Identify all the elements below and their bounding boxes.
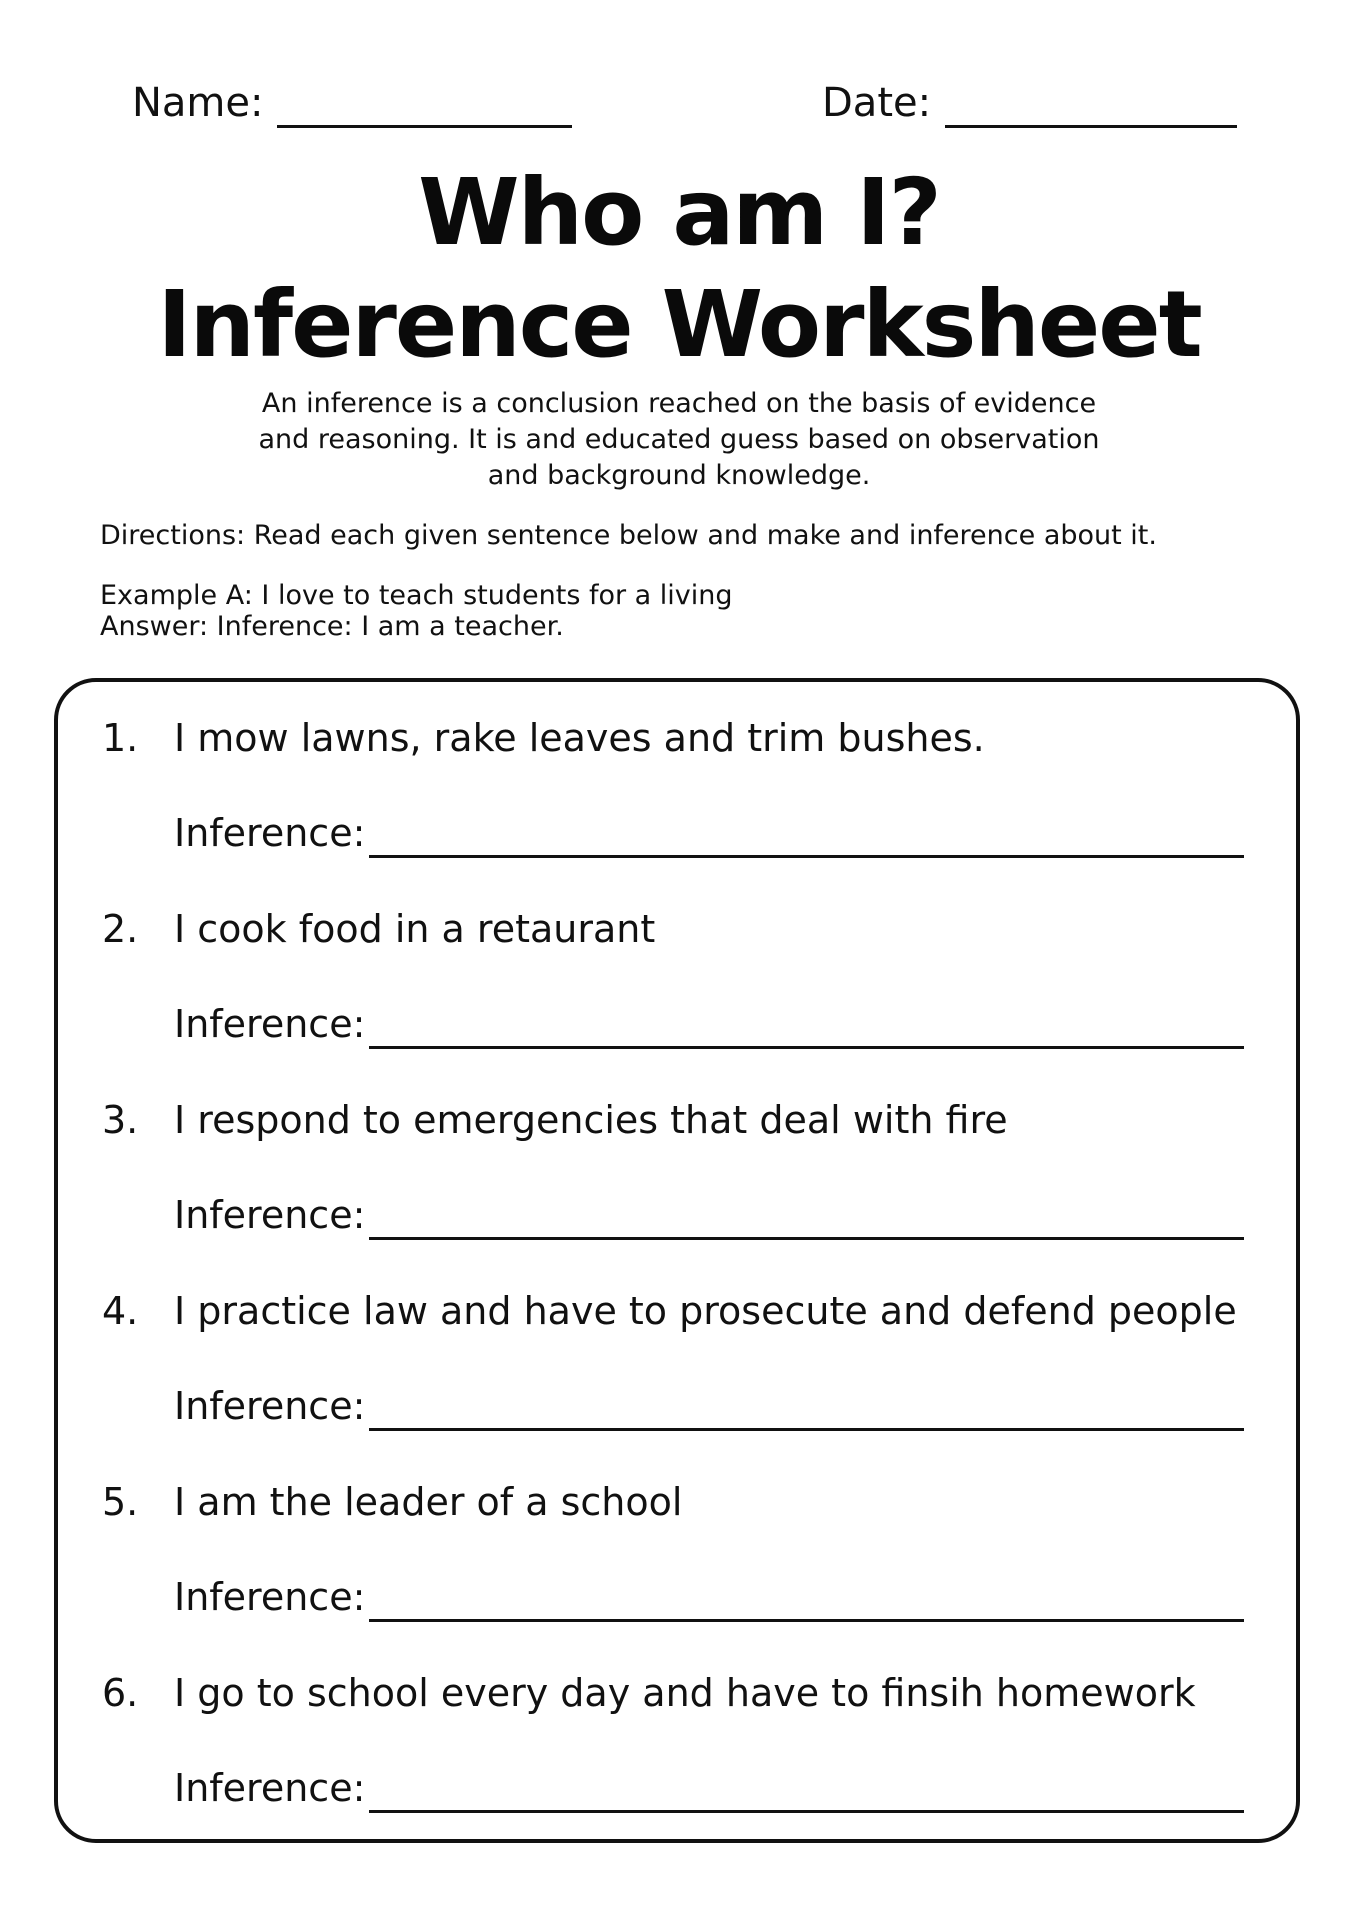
- inference-label: Inference:: [174, 1766, 366, 1810]
- intro-paragraph: [229, 386, 1129, 494]
- question-text: I go to school every day and have to finsih homework: [174, 1671, 1196, 1715]
- question-text: I am the leader of a school: [174, 1480, 683, 1524]
- inference-blank[interactable]: [369, 1428, 1244, 1431]
- question-row: [102, 710, 1252, 766]
- question-number: 6.: [102, 1671, 139, 1715]
- intro-line: and background knowledge.: [487, 460, 871, 491]
- intro-line: An inference is a conclusion reached on the basis of evidence: [261, 388, 1097, 419]
- date-blank[interactable]: [945, 83, 1237, 128]
- question-row: [102, 1474, 1252, 1530]
- question-item: [102, 901, 1252, 1046]
- question-row: [102, 1665, 1252, 1721]
- question-number: 1.: [102, 716, 139, 760]
- inference-label: Inference:: [174, 811, 366, 855]
- inference-blank[interactable]: [369, 1619, 1244, 1622]
- example-block: [100, 580, 1280, 642]
- question-row: [102, 1092, 1252, 1148]
- question-text: I mow lawns, rake leaves and trim bushes.: [174, 716, 985, 760]
- question-text: I cook food in a retaurant: [174, 907, 656, 951]
- question-item: [102, 710, 1252, 855]
- inference-row: [174, 996, 1254, 1052]
- page-title: Who am I?: [418, 159, 940, 266]
- date-field: [822, 78, 1237, 128]
- question-row: [102, 901, 1252, 957]
- question-item: [102, 1665, 1252, 1810]
- inference-row: [174, 1569, 1254, 1625]
- intro-line: and reasoning. It is and educated guess based on observation: [258, 424, 1100, 455]
- question-item: [102, 1092, 1252, 1237]
- page-subtitle: Inference Worksheet: [157, 271, 1201, 378]
- inference-label: Inference:: [174, 1002, 366, 1046]
- question-number: 2.: [102, 907, 139, 951]
- inference-blank[interactable]: [369, 1237, 1244, 1240]
- name-field: [132, 78, 572, 128]
- example-sentence: Example A: I love to teach students for a living: [100, 580, 733, 611]
- question-number: 5.: [102, 1480, 139, 1524]
- question-item: [102, 1283, 1252, 1428]
- question-number: 3.: [102, 1098, 139, 1142]
- inference-blank[interactable]: [369, 1810, 1244, 1813]
- inference-blank[interactable]: [369, 1046, 1244, 1049]
- question-row: [102, 1283, 1252, 1339]
- date-label: Date:: [822, 80, 932, 126]
- example-answer: Answer: Inference: I am a teacher.: [100, 611, 564, 642]
- question-text: I practice law and have to prosecute and defend people: [174, 1289, 1237, 1333]
- questions-box: [54, 678, 1300, 1843]
- inference-label: Inference:: [174, 1384, 366, 1428]
- inference-row: [174, 1760, 1254, 1816]
- inference-row: [174, 1187, 1254, 1243]
- inference-blank[interactable]: [369, 855, 1244, 858]
- question-item: [102, 1474, 1252, 1619]
- inference-row: [174, 1378, 1254, 1434]
- name-label: Name:: [132, 80, 264, 126]
- inference-row: [174, 805, 1254, 861]
- inference-label: Inference:: [174, 1575, 366, 1619]
- directions-text: Directions: Read each given sentence below and make and inference about it.: [100, 520, 1157, 551]
- header-row: [132, 78, 1232, 128]
- name-blank[interactable]: [277, 83, 572, 128]
- question-text: I respond to emergencies that deal with fire: [174, 1098, 1008, 1142]
- inference-label: Inference:: [174, 1193, 366, 1237]
- question-number: 4.: [102, 1289, 139, 1333]
